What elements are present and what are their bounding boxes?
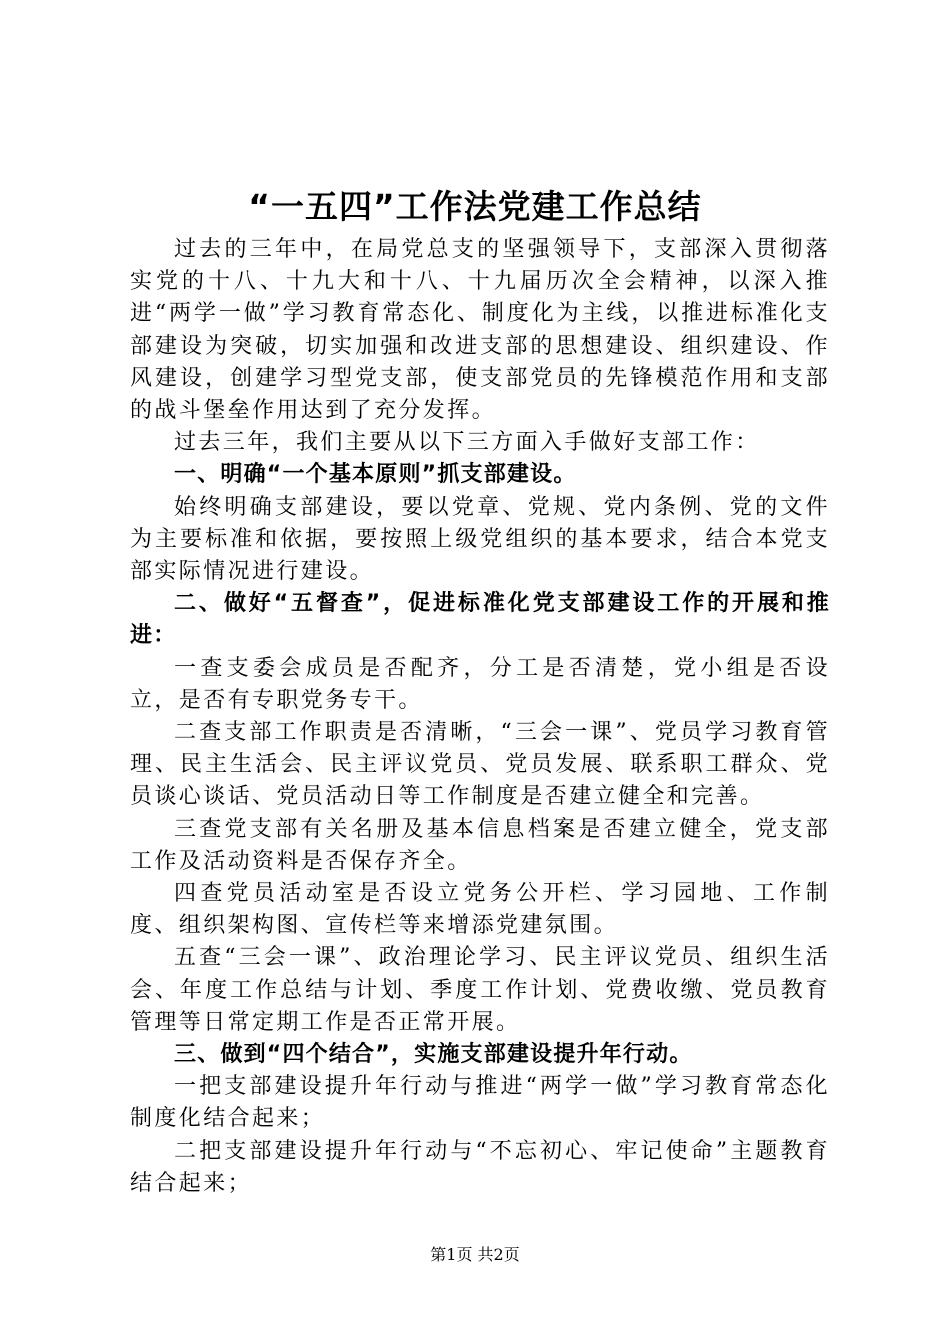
paragraph: 五查“三会一课”、政治理论学习、民主评议党员、组织生活会、年度工作总结与计划、季度工作计划、党费收缴、党员教育管理等日常定期工作是否正常开展。 bbox=[130, 945, 830, 1035]
document-body bbox=[130, 234, 830, 1200]
paragraph: 二把支部建设提升年行动与“不忘初心、牢记使命”主题教育结合起来； bbox=[130, 1138, 830, 1196]
section-heading-2: 二、做好“五督查”，促进标准化党支部建设工作的开展和推进： bbox=[130, 591, 830, 649]
page-footer: 第1页 共2页 bbox=[430, 1245, 520, 1264]
document-title: “一五四”工作法党建工作总结 bbox=[248, 187, 702, 226]
paragraph-intro: 过去的三年中，在局党总支的坚强领导下，支部深入贯彻落实党的十八、十九大和十八、十九届历次全会精神，以深入推进“两学一做”学习教育常态化、制度化为主线，以推进标准化支部建设为突破，切实加强和改进支部的思想建设、组织建设、作风建设，创建学习型党支部，使支部党员的先锋模范作用和支部的战斗堡垒作用达到了充分发挥。 bbox=[130, 237, 830, 424]
section-heading-1: 一、明确“一个基本原则”抓支部建设。 bbox=[174, 462, 577, 488]
paragraph: 三查党支部有关名册及基本信息档案是否建立健全，党支部工作及活动资料是否保存齐全。 bbox=[130, 816, 830, 874]
paragraph: 四查党员活动室是否设立党务公开栏、学习园地、工作制度、组织架构图、宣传栏等来增添党建氛围。 bbox=[130, 881, 830, 939]
paragraph: 二查支部工作职责是否清晰，“三会一课”、党员学习教育管理、民主生活会、民主评议党员、党员发展、联系职工群众、党员谈心谈话、党员活动日等工作制度是否建立健全和完善。 bbox=[130, 720, 830, 810]
paragraph-overview: 过去三年，我们主要从以下三方面入手做好支部工作： bbox=[174, 430, 760, 456]
paragraph: 始终明确支部建设，要以党章、党规、党内条例、党的文件为主要标准和依据，要按照上级党组织的基本要求，结合本党支部实际情况进行建设。 bbox=[130, 494, 830, 585]
paragraph: 一查支委会成员是否配齐，分工是否清楚，党小组是否设立，是否有专职党务专干。 bbox=[130, 655, 830, 713]
paragraph: 一把支部建设提升年行动与推进“两学一做”学习教育常态化制度化结合起来； bbox=[130, 1074, 830, 1132]
section-heading-3: 三、做到“四个结合”，实施支部建设提升年行动。 bbox=[174, 1042, 693, 1068]
